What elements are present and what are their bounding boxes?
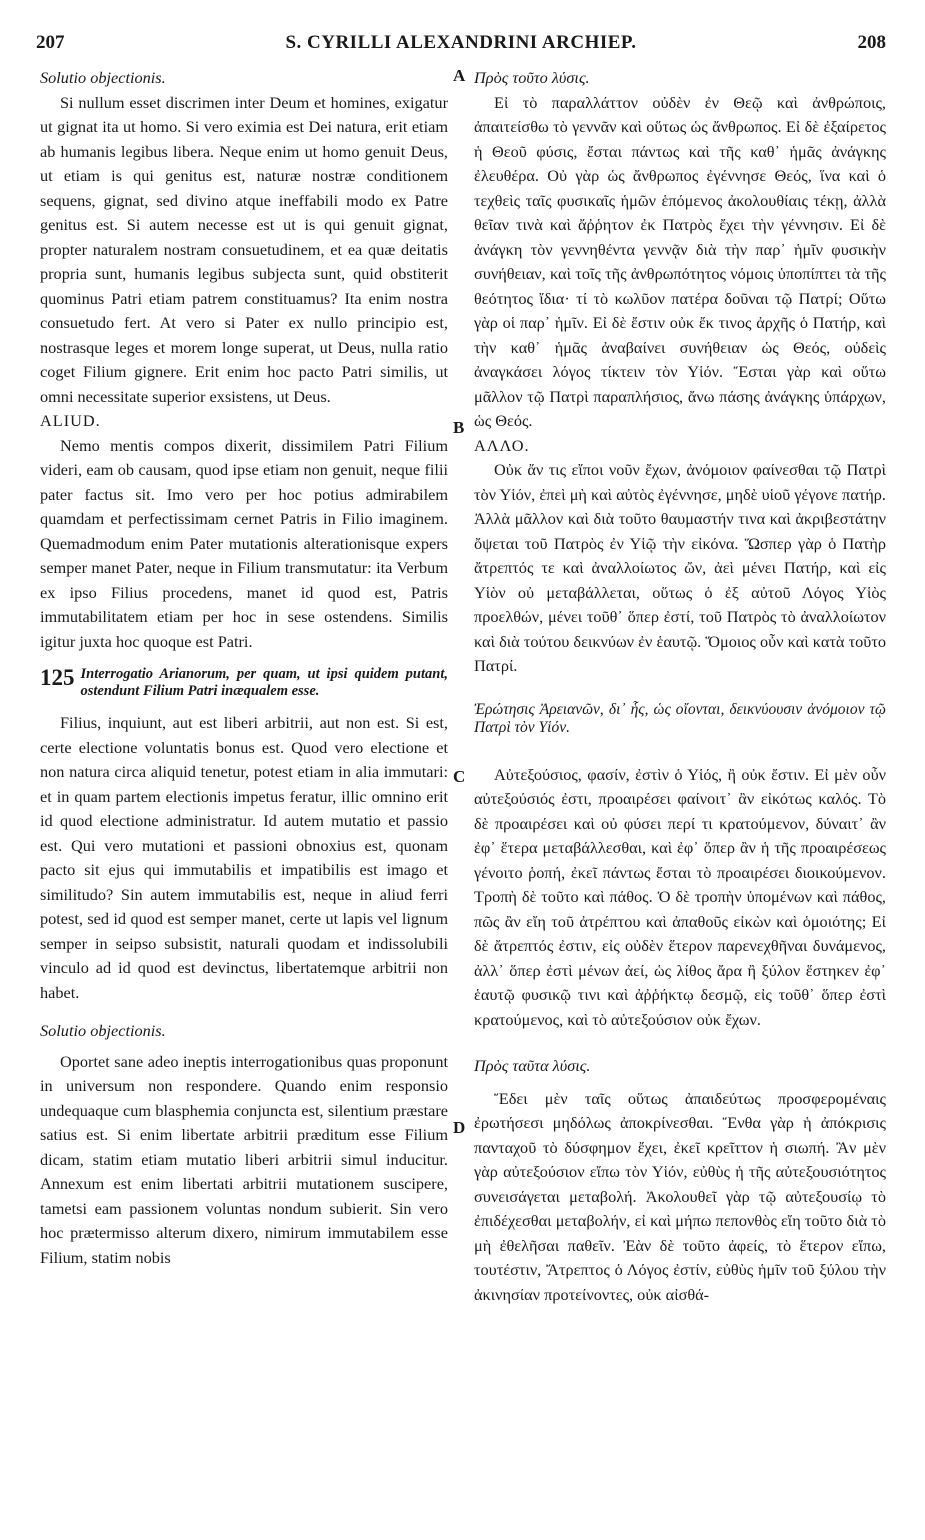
latin-paragraph-3: Filius, inquiunt, aut est liberi arbitrii, aut non est. Si est, certe electione voluntatis bonus est. Quod vero electione et non natura circa aliquid tenetur, potest etiam in alia immutari: et in quam partem electionis impetus feratur, illic omnino erit id quod electione administratur. Id autem mutatio et passio est. Qui vero mutationi et passioni obnoxius est, quonam pacto sit ejus qui immutabilis et impatibilis est imago et similitudo? Sin autem immutabilis est, neque in aliud ferri potest, sed id quod est semper manet, certe ut lapis vel lignum semper in seipso subsistit, naturali quodam et indissolubili vinculo ad id quod est devinctus, libertatemque arbitrii non habet. (40, 713, 448, 1002)
latin-heading-solutio-2: Solutio objectionis. (40, 1021, 166, 1040)
latin-column (40, 66, 448, 1270)
greek-paragraph-3: Αὐτεξούσιος, φασίν, ἐστὶν ὁ Υἱός, ἢ οὐκ ἔστιν. Εἰ μὲν οὖν αὐτεξούσιός ἐστι, προαιρέσει φαίνοιτ᾽ ἂν εἰκότως καλός. Τὸ δὲ προαιρέσει καὶ οὐ φύσει περί τι κρατούμενον, δύναιτ᾽ ἂν ἐφ᾽ ἕτερα μεταβάλλεσθαι, καὶ ἐφ᾽ ὅπερ ἂν ἡ τῆς προαιρέσεως γένοιτο ῥοπή, ἐκεῖ πάντως ἔσται τὸ προαιρέσει διοικούμενον. Τροπὴ δὲ τοῦτο καὶ πάθος. Ὁ δὲ τροπὴν ὑπομένων καὶ πάθος, πῶς ἂν εἴη τοῦ ἀτρέπτου καὶ ἀπαθοῦς εἰκὼν καὶ ὁμοιότης; Εἰ δὲ ἄτρεπτός ἐστιν, εἰς οὐδὲν ἕτερον παρενεχθῆναι δυνάμενος, ἀλλ᾽ ὅπερ ἐστὶ μένων ἀεί, ὡς λίθος ἄρα ἢ ξύλον ἕστηκεν ἐφ᾽ ἑαυτῷ φυσικῷ τινι καὶ ἀῤῥήκτῳ δεσμῷ, εἰς τοῦθ᾽ ὅπερ ἐστὶ κρατούμενος, καὶ τὸ αὐτεξούσιον οὐκ ἔχων. (474, 764, 886, 1029)
margin-letter-a: A (453, 66, 466, 85)
greek-section-title: Ἐρώτησις Ἀρειανῶν, δι᾽ ἧς, ὡς οἴονται, δεικνύουσιν ἀνόμοιον τῷ Πατρὶ τὸν Υἱόν. (474, 700, 886, 736)
greek-heading-allo: ΑΛΛΟ. (474, 435, 530, 455)
latin-section-title-text: Interrogatio Arianorum, per quam, ut ipsi quidem putant, ostendunt Filium Patri inæqualem esse. (80, 666, 448, 699)
section-number: 125 (40, 665, 75, 690)
latin-heading-aliud: ALIUD. (40, 411, 101, 430)
margin-letter-c: C (453, 767, 466, 786)
margin-letter-d: D (453, 1118, 466, 1137)
greek-heading-lysis-2: Πρὸς ταῦτα λύσις. (474, 1056, 591, 1075)
running-title: S. CYRILLI ALEXANDRINI ARCHIEP. (285, 32, 637, 53)
page-number-right: 208 (857, 32, 886, 53)
latin-paragraph-4: Oportet sane adeo ineptis interrogationibus quas proponunt in universum non respondere. Quando enim responsio undequaque cum blasphemia conjuncta est, silentium præstare satius est. Si enim libertate arbitrii præditum esse Filium dicam, statim etiam mutatio liberi arbitrii simul inducitur. Annexum est enim libertati arbitrii mutationem suscipere, tametsi eam passionem voluntas nondum subierit. Sin vero hoc prætermisso alterum dixero, nimirum immutabilem esse Filium, statim nobis (40, 1051, 448, 1267)
greek-paragraph-1: Εἰ τὸ παραλλάττον οὐδὲν ἐν Θεῷ καὶ ἀνθρώποις, ἀπαιτείσθω τὸ γεννᾶν καὶ οὕτως ὡς ἄνθρωπος. Εἰ δὲ ἐξαίρετος ἡ Θεοῦ φύσις, ἔσται πάντως καὶ τῆς καθ᾽ ἡμᾶς ἀνάγκης ἐλευθέρα. Οὐ γὰρ ὡς ἄνθρωπος ἐγέννησε Θεός, ἵνα καὶ ὁ τεχθεὶς ταῖς φυσικαῖς ἡμῶν ἑπόμενος ἀκολουθίαις τέκῃ, ἀλλὰ θεῖαν τινὰ καὶ ἄῤῥητον ἐκ Πατρὸς ἔχει τὴν γέννησιν. Εἰ δὲ ἀνάγκη τὸν γεννηθέντα γεννᾷν διὰ τὴν παρ᾽ ἡμῖν φυσικὴν συνήθειαν, καὶ τοῖς τῆς ἀνθρωπότητος νόμοις ὑποπίπτει τὰ τῆς θεότητος ἴδια· τί τὸ κωλῦον πατέρα δοῦναι τῷ Πατρί; Οὕτω γὰρ οἱ παρ᾽ ἡμῖν. Εἰ δὲ ἔστιν οὐκ ἔκ τινος ἀρχῆς ὁ Πατήρ, καὶ τὴν καθ᾽ ἡμᾶς ἀναβαίνει συνήθειαν ὡς Θεός, οὐδεὶς ἀναγκάσει λόγος τίκτειν τὸν Υἱόν. Ἔσται γὰρ καὶ οὕτω μᾶλλον τῷ Πατρὶ παραπλήσιος, ἄνω πάσης ἀνάγκης ὑπάρχων, ὡς Θεός. (474, 92, 886, 430)
page-number-left: 207 (36, 32, 65, 53)
greek-column (474, 66, 886, 1307)
latin-paragraph-1: Si nullum esset discrimen inter Deum et homines, exigatur ut gignat ita ut homo. Si vero eximia est Dei natura, erit etiam ab humanis legibus libera. Neque enim ut homo genuit Deus, ut etiam is qui genitus est, naturæ nostræ conditionem sequens, gignat, sed divino atque ineffabili modo ex Patre genitus est. Si autem necesse est ut is qui genuit gignat, propter naturalem nostram consuetudinem, et ea quæ deitatis propria sunt, humanis legibus subjecta sunt, quid obstiterit quominus Patri etiam patrem constituamus? Ita enim nostra consuetudo fert. At vero si Pater ex nullo principio est, nostrasque leges et morem longe superat, ut Deus, nulla ratio coget Filium gignere. Erit enim hoc pacto Patri similis, ut omni necessitate superior exsistens, ut Deus. (40, 92, 448, 406)
greek-paragraph-2: Οὐκ ἄν τις εἴποι νοῦν ἔχων, ἀνόμοιον φαίνεσθαι τῷ Πατρὶ τὸν Υἱόν, ἐπεὶ μὴ καὶ αὐτὸς ἐγέννησε, μηδὲ υἱοῦ γέγονε πατήρ. Ἀλλὰ μᾶλλον καὶ διὰ τοῦτο θαυμαστήν τινα καὶ ἀκριβεστάτην ὄψεται τοῦ Πατρὸς ἐν Υἱῷ τὴν εἰκόνα. Ὥσπερ γὰρ ὁ Πατὴρ ἄτρεπτός τε καὶ ἀναλλοίωτος ὤν, ἀεὶ μένει Πατήρ, καὶ εἰς Υἱὸν οὐ μεταβάλλεται, οὕτως ὁ ἐξ αὐτοῦ Λόγος Υἱὸς προελθών, μένει τοῦθ᾽ ὅπερ ἐστί, τοῦ Πατρὸς τὸ ἀναλλοίωτον καὶ διὰ τούτου δεικνύων ἐν ἑαυτῷ. Ὅμοιος οὖν καὶ κατὰ τοῦτο Πατρί. (474, 460, 886, 675)
page-header (36, 32, 886, 56)
greek-heading-lysis: Πρὸς τοῦτο λύσις. (474, 68, 590, 87)
margin-letter-b: B (453, 418, 465, 437)
latin-section-title (40, 666, 448, 699)
greek-paragraph-4: Ἔδει μὲν ταῖς οὕτως ἀπαιδεύτως προσφερομέναις ἐρωτήσεσι μηδόλως ἀποκρίνεσθαι. Ἔνθα γὰρ ἡ ἀπόκρισις πανταχοῦ τὸ δύσφημον ἔχει, ἐκεῖ κρεῖττον ἡ σιωπή. Ἂν μὲν γὰρ αὐτεξούσιον εἴπω τὸν Υἱόν, εὐθὺς ἡ τῆς αὐτεξουσιότητος συνεισάγεται μεταβολή. Ἀκολουθεῖ γὰρ τῷ αὐτεξουσίῳ τὸ ἐπιδέχεσθαι μεταβολήν, εἰ καὶ μήπω πεπονθὸς εἴη τοῦτο διὰ τὸ μὴ ἐθελῆσαι παθεῖν. Ἐὰν δὲ τοῦτο ἀφείς, τὸ ἕτερον εἴπω, τουτέστιν, Ἄτρεπτος ὁ Λόγος ἐστίν, εὐθὺς ἡμῖν τοῦ ξύλου τὴν ἀκινησίαν προτείνοντες, οὐκ αἰσθά- (474, 1088, 886, 1304)
latin-heading-solutio: Solutio objectionis. (40, 68, 166, 87)
latin-paragraph-2: Nemo mentis compos dixerit, dissimilem Patri Filium videri, eam ob causam, quod ipse etiam non genuit, neque filii pater factus sit. Imo vero per hoc potius admirabilem quamdam et perfectissimam cernet Patris in Filio imaginem. Quemadmodum enim Pater mutationis alterationisque expers semper manet Pater, neque in Filium transmutatur: ita Verbum ex ipso Filius procedens, manet id quod est, Patris immutabilitatem etiam per hoc in sese ostendens. Similis igitur juxta hoc quoque est Patri. (40, 435, 448, 651)
